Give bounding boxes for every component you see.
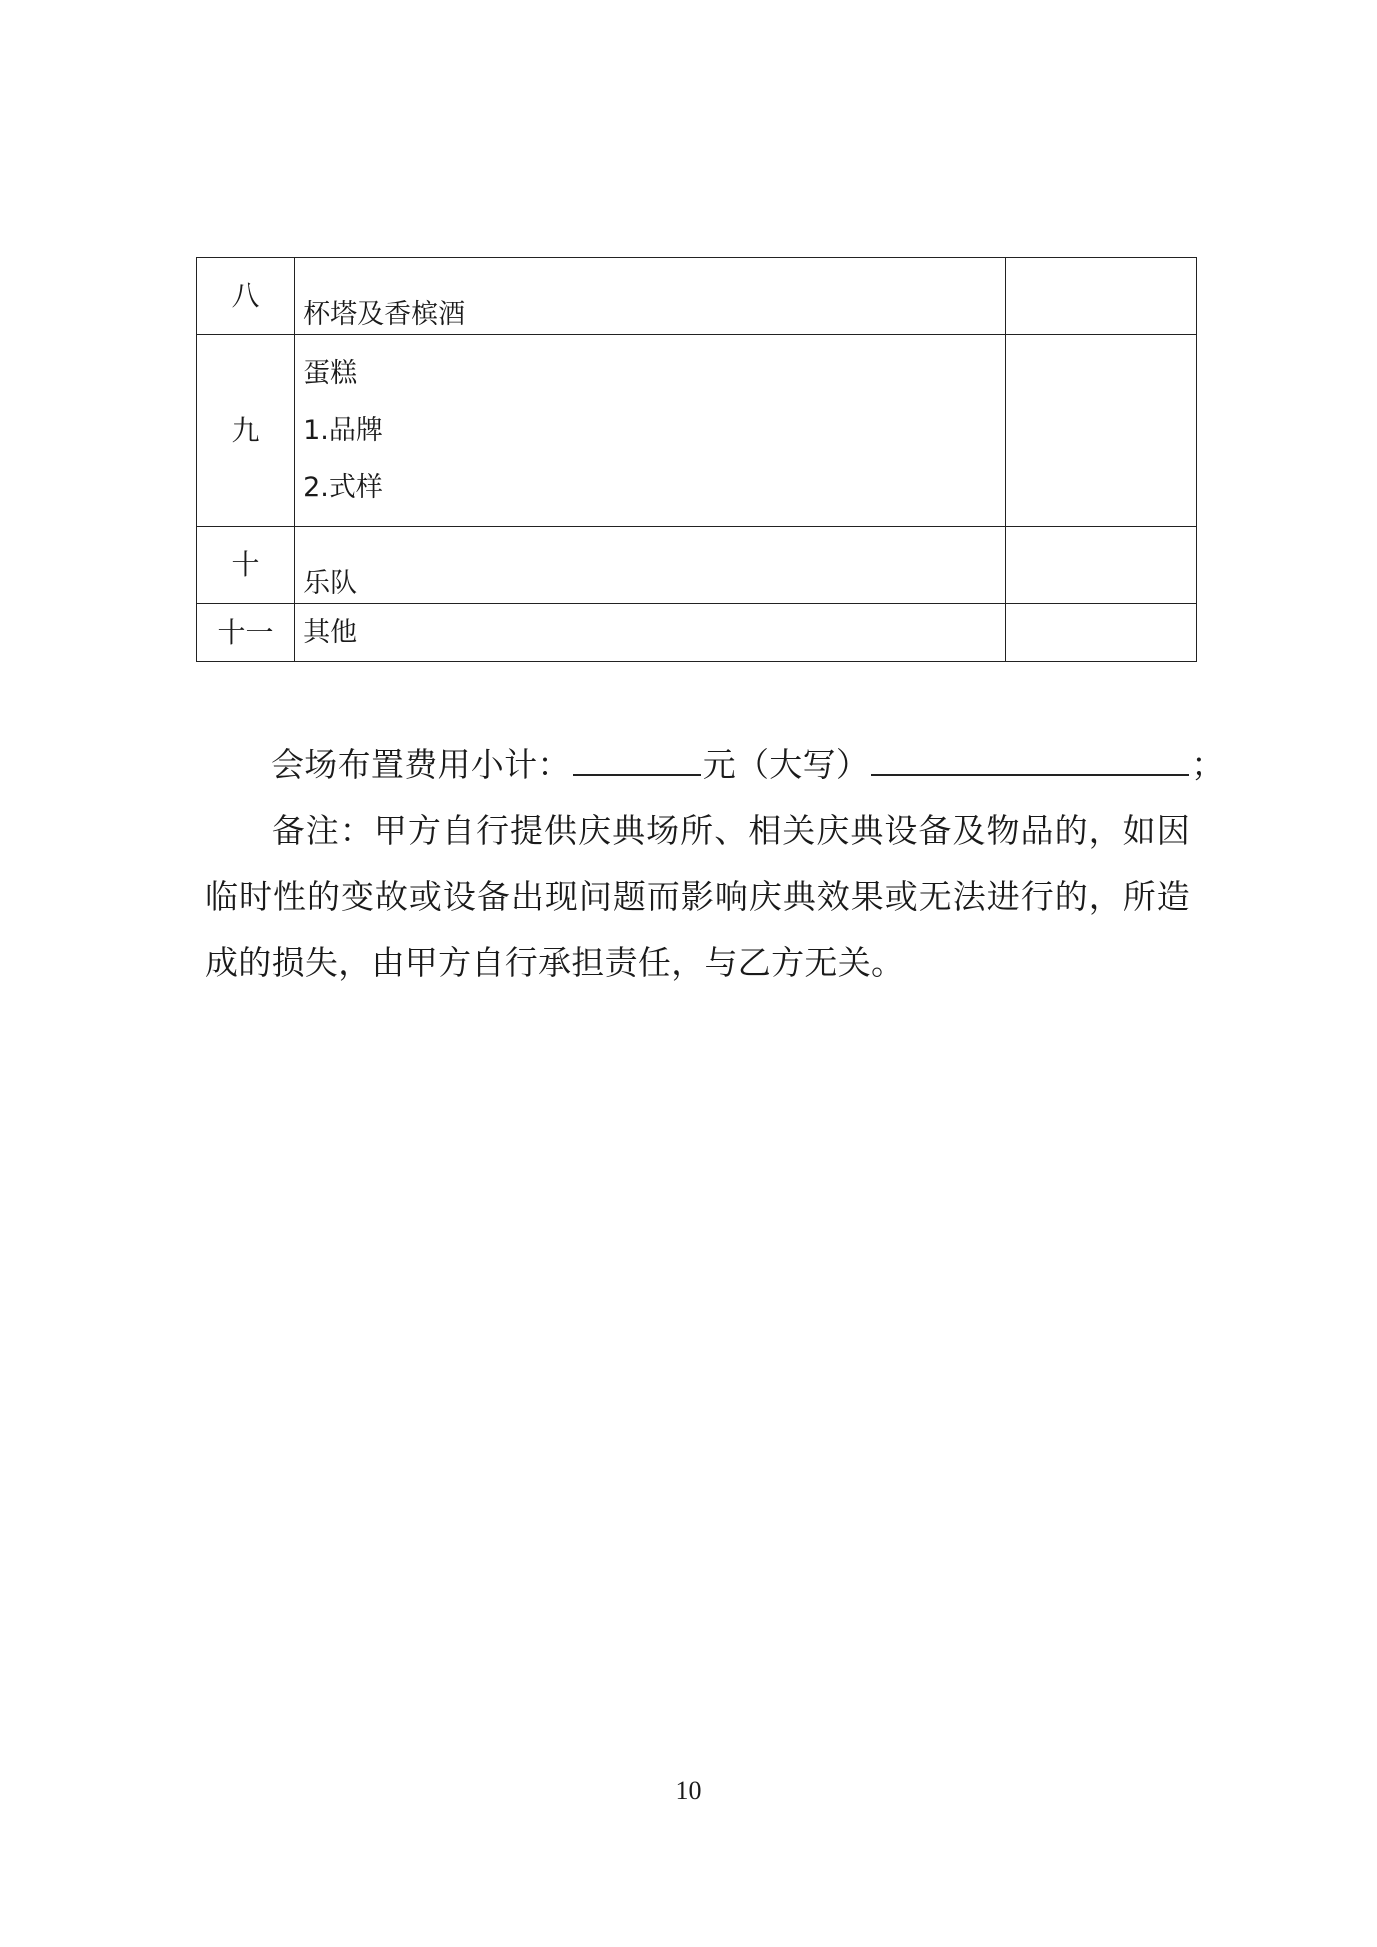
subtotal-line — [205, 732, 1225, 798]
row-number: 十一 — [197, 604, 295, 662]
row-number: 八 — [197, 258, 295, 335]
description-line: 其他 — [303, 616, 358, 648]
row-extra-cell — [1005, 604, 1196, 662]
row-description — [295, 258, 1006, 335]
subtotal-label: 会场布置费用小计： — [271, 745, 571, 784]
row-description — [295, 335, 1006, 527]
note-text: 备注：甲方自行提供庆典场所、相关庆典设备及物品的，如因临时性的变故或设备出现问题而影响庆典效果或无法进行的，所造成的损失，由甲方自行承担责任，与乙方无关。 — [205, 811, 1190, 982]
table-row — [197, 335, 1197, 527]
table-row — [197, 604, 1197, 662]
description-line: 1.品牌 — [303, 415, 383, 446]
items-table — [196, 257, 1197, 662]
row-extra-cell — [1005, 527, 1196, 604]
amount-blank — [573, 738, 701, 776]
row-extra-cell — [1005, 335, 1196, 527]
description-line: 杯塔及香槟酒 — [303, 299, 466, 330]
subtotal-unit: 元（大写） — [702, 745, 870, 784]
subtotal-end: ； — [1191, 745, 1225, 784]
row-number: 九 — [197, 335, 295, 527]
amount-in-words-blank — [871, 738, 1189, 776]
row-number: 十 — [197, 527, 295, 604]
description-line: 2.式样 — [303, 472, 383, 503]
table-row — [197, 527, 1197, 604]
note-paragraph — [205, 798, 1190, 996]
row-description — [295, 527, 1006, 604]
row-extra-cell — [1005, 258, 1196, 335]
description-line: 乐队 — [303, 568, 358, 599]
description-line: 蛋糕 — [303, 358, 358, 389]
page-number: 10 — [675, 1776, 702, 1805]
table-row — [197, 258, 1197, 335]
row-description — [295, 604, 1006, 662]
